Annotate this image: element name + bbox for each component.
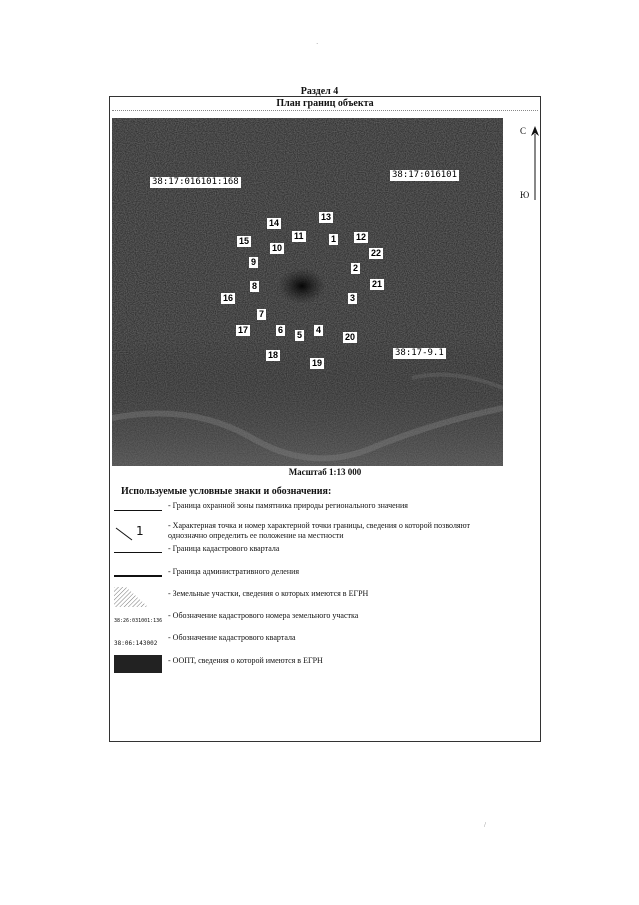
boundary-point-2: 2 [353,263,359,273]
boundary-point-12: 12 [356,232,367,242]
cadastral-quarter-label: 38:17:016101 [392,170,458,180]
legend-text-boundary-point: - Характерная точка и номер характерной точки границы, сведения о которой позволяют однозначно определить ее положение на местности [168,521,470,540]
admin-zone-label: 38:17-9.1 [395,348,444,358]
legend-text-oopt: - ООПТ, сведения о которой имеются в ЕГРН [168,656,323,665]
cadastral-parcel-label: 38:17:016101:168 [152,177,239,187]
compass [518,124,544,204]
boundary-point-15: 15 [239,236,250,246]
boundary-point-3: 3 [350,293,356,303]
legend-symbol-oopt [114,655,162,673]
boundary-point-4: 4 [316,325,322,335]
map-scale: Масштаб 1:13 000 [288,467,362,477]
boundary-point-8: 8 [252,281,258,291]
boundary-point-14: 14 [269,218,280,228]
boundary-point-13: 13 [321,212,332,222]
legend-text-parcel-number: - Обозначение кадастрового номера земельного участка [168,611,359,620]
boundary-point-20: 20 [345,332,356,342]
boundary-point-6: 6 [278,325,284,335]
section-title: Раздел 4 [300,86,339,97]
boundary-point-9: 9 [251,257,257,267]
boundary-point-17: 17 [238,325,249,335]
boundary-point-10: 10 [272,243,283,253]
legend-text-quarter-boundary: - Граница кадастрового квартала [168,544,280,553]
legend-symbol-quarter-boundary [114,552,162,553]
legend-text-land-parcels: - Земельные участки, сведения о которых имеются в ЕГРН [168,589,369,598]
boundary-point-11: 11 [294,231,304,241]
boundary-point-1: 1 [331,234,337,244]
compass-north-label: С [520,126,527,136]
compass-south-label: Ю [520,190,530,200]
legend-text-protection-zone: - Граница охранной зоны памятника природы регионального значения [168,501,408,510]
legend-point-number: 1 [136,524,144,538]
scan-mark: / [484,821,486,829]
legend-title: Используемые условные знаки и обозначения: [121,486,332,497]
boundary-point-19: 19 [312,358,323,368]
boundary-point-16: 16 [223,293,234,303]
boundary-point-5: 5 [297,330,303,340]
plan-title: План границ объекта [276,98,374,109]
satellite-map [112,118,503,466]
land-parcel-hatch-icon [114,587,148,607]
boundary-point-22: 22 [371,248,382,258]
boundary-point-21: 21 [372,279,383,289]
north-arrow-icon [530,126,540,202]
legend-symbol-admin-boundary [114,575,162,577]
title-divider [112,110,538,111]
legend-symbol-protection-zone [114,510,162,511]
legend-text-admin-boundary: - Граница административного деления [168,567,300,576]
legend-quarter-code: 38:06:143002 [114,640,158,647]
legend-text-quarter-number: - Обозначение кадастрового квартала [168,633,296,642]
boundary-point-18: 18 [268,350,279,360]
boundary-point-symbol-icon [114,524,154,544]
scan-mark: · [316,40,319,48]
legend-parcel-code: 38:26:031001:136 [114,618,163,624]
boundary-point-7: 7 [259,309,265,319]
